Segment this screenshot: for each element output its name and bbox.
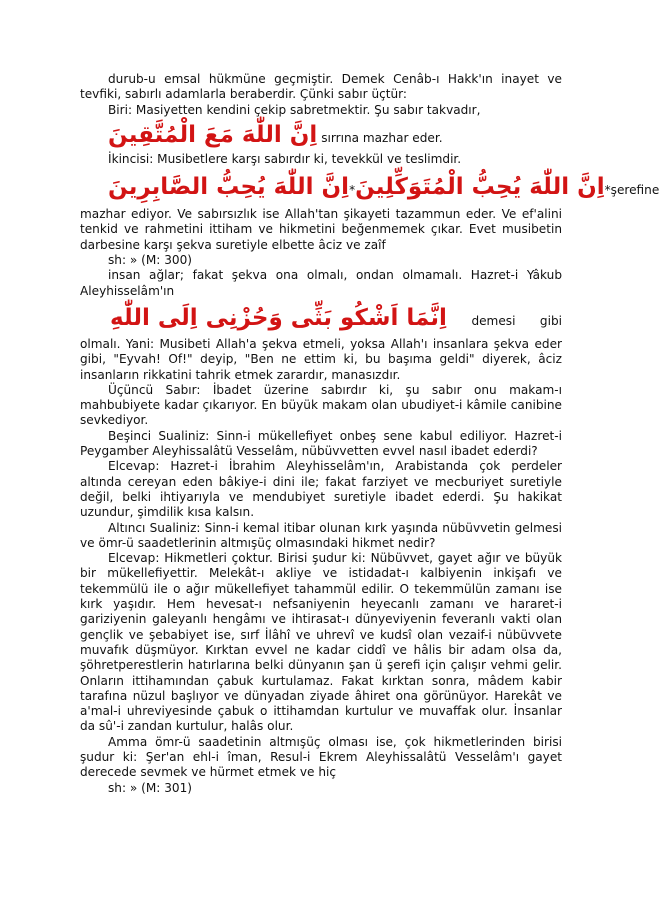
paragraph-1: durub-u emsal hükmüne geçmiştir. Demek Cenâb-ı Hakk'ın inayet ve tevfiki, sabırlı adamlarla beraberdir. Çünki sabır üçtür: [80, 72, 562, 102]
paragraph-5-text-a: *şerefine [604, 183, 659, 198]
paragraph-14: Amma ömr-ü saadetinin altmışüç olması ise, çok hikmetlerinden birisi şudur ki: Şer'an ehl-i îman, Resul-i Ekrem Aleyhissalâtü Vesselâm'ı gayet derecede sevmek ve hürmet etmek ve hiç [80, 734, 562, 780]
paragraph-3-text: sırrına mazhar eder. [321, 130, 443, 145]
paragraph-8 [80, 299, 562, 383]
paragraph-10: Beşinci Sualiniz: Sinn-i mükellefiyet onbeş sene kabul ediliyor. Hazret-i Peygamber Aleyhissalâtü Vesselâm, nübüvvetten evvel nasıl ibadet ederdi? [80, 428, 562, 459]
paragraph-8-text: demesi gibi olmalı. Yani: Musibeti Allah'a şekva etmeli, yoksa Allah'ı insanlara şekva eder gibi, "Eyvah! Of!" deyip, "Ben ne ettim ki, bu başıma geldi" diyerek, âciz insanların rikkatini tahrik etmek zarardır, manasızdır. [80, 313, 562, 382]
arabic-verse-sabirin: اِنَّ اللّٰهَ يُحِبُّ الصَّابِرِينَ [108, 174, 350, 201]
page-reference-300: sh: » (M: 300) [108, 253, 193, 268]
paragraph-5-arabic-row [80, 167, 659, 207]
arabic-verse-yakub: اِنَّمَا اَشْكُو بَثِّى وَحُزْنِى اِلَى اللّٰهِ [110, 304, 447, 331]
paragraph-3 [80, 118, 562, 152]
arabic-verse-muttaqin: اِنَّ اللّٰهَ مَعَ الْمُتَّقِينَ [108, 121, 318, 148]
verse-separator: * [349, 183, 356, 198]
paragraph-2: Biri: Masiyetten kendini çekip sabretmektir. Şu sabır takvadır, [108, 102, 481, 117]
paragraph-12: Altıncı Sualiniz: Sinn-i kemal itibar olunan kırk yaşında nübüvvetin gelmesi ve ömr-ü saadetlerinin altmışüç olmasındaki hikmet nedir? [80, 520, 562, 550]
page-reference-301: sh: » (M: 301) [108, 780, 193, 795]
arabic-verse-mutawakkilin: اِنَّ اللّٰهَ يُحِبُّ الْمُتَوَكِّلِينَ [355, 174, 605, 201]
paragraph-11: Elcevap: Hazret-i İbrahim Aleyhisselâm'ın, Arabistanda çok perdeler altında cereyan eden bâkiye-i dini ile; fakat farziyet ve mecburiyet suretiyle değil, belki ihtiyarıyla ve mendubiyet suretiyle ibadet ederdi. Şu hakikat uzundur, şimdilik kısa kalsın. [80, 459, 562, 520]
paragraph-13: Elcevap: Hikmetleri çoktur. Birisi şudur ki: Nübüvvet, gayet ağır ve büyük bir mükellefiyettir. Melekât-ı akliye ve istidadat-ı kalbiyenin inkişafı ve tekemmülü ile o ağır mükellefiyet tahammül edilir. O tekemmülün zamanı ise kırk yaşıdır. Hem hevesat-ı nefsaniyenin heyecanlı zamanı ve hararet-i gariziyenin galeyanlı hengâmı ve ihtirasat-ı dünyeviyenin feveranlı vakti olan gençlik ve şebabiyet ise, sırf İlâhî ve uhrevî ve kudsî olan vezaif-i nübüvvete muvafık düşmüyor. Kırktan evvel ne kadar ciddî ve hâlis bir adam olsa da, şöhretperestlerin hatırlarına belki dünyanın şan ü şerefi için çalışır vehmi gelir. Onların ittihamından çabuk kurtulamaz. Fakat kırktan sonra, mâdem kabir tarafına nüzul başlıyor ve dünyadan ziyade âhiret ona görünüyor. Harekât ve a'mal-i uhreviyesinde çabuk o ittihamdan kurtulur ve muvaffak olur. İnsanlar da sû'-i zandan kurtulur, halâs olur. [80, 551, 562, 734]
paragraph-4: İkincisi: Musibetlere karşı sabırdır ki, tevekkül ve teslimdir. [108, 151, 462, 166]
document-page [80, 72, 659, 796]
paragraph-5-text-b: mazhar ediyor. Ve sabırsızlık ise Allah'tan şikayeti tazammun eder. Ve ef'alini tenkid ve rahmetini ittiham ve hikmetini beğenmemek çıkar. Evet musibetin darbesine karşı şekva suretiyle elbette âciz ve zaîf [80, 207, 562, 252]
paragraph-9: Üçüncü Sabır: İbadet üzerine sabırdır ki, şu sabır onu makam-ı mahbubiyete kadar çıkarıyor. En büyük makam olan ubudiyet-i kâmile canibine sevkediyor. [80, 382, 562, 428]
paragraph-7: insan ağlar; fakat şekva ona olmalı, ondan olmamalı. Hazret-i Yâkub Aleyhisselâm'ın [80, 268, 562, 298]
